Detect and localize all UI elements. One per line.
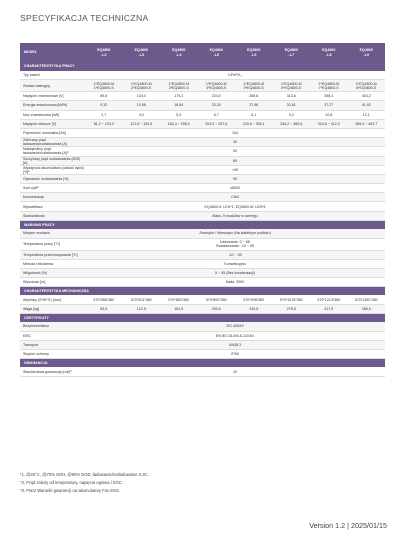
table-row bbox=[20, 147, 385, 156]
row-value: 134,4 bbox=[123, 92, 161, 101]
section-header bbox=[20, 359, 385, 368]
row-value: 570*1076*380 bbox=[273, 295, 311, 304]
section-header bbox=[20, 314, 385, 323]
row-label: Bezpieczeństwo bbox=[20, 322, 85, 331]
table-row bbox=[20, 92, 385, 101]
row-label: Standardowa gwarancja [rok]³⁾ bbox=[20, 367, 85, 376]
row-label: Szczytowy prąd rozładowania (60S) [A] bbox=[20, 156, 85, 165]
row-value: 403,2 bbox=[348, 92, 386, 101]
row-value: 10,8 bbox=[310, 110, 348, 119]
model-column-header: EQ4800 -L3 bbox=[123, 43, 161, 62]
row-value: 1*EQ4800-M 8*EQ4800-S bbox=[348, 80, 386, 92]
section-title: GWARANCJA bbox=[20, 359, 385, 368]
row-value-spanning: CAN bbox=[85, 193, 385, 202]
table-row bbox=[20, 278, 385, 287]
table-row bbox=[20, 295, 385, 304]
row-value: 1*EQ4800-M 7*EQ4800-S bbox=[310, 80, 348, 92]
row-value-spanning: IP65 bbox=[85, 350, 385, 359]
row-value-spanning: Konwekcyjna bbox=[85, 259, 385, 268]
row-value: 358,4 bbox=[310, 92, 348, 101]
table-row bbox=[20, 238, 385, 250]
row-value: 9,32 bbox=[85, 101, 123, 110]
section-title: CHARAKTERYSTYKA MECHANICZNA bbox=[20, 287, 385, 296]
row-value: 1*EQ4800-M 2*EQ4800-S bbox=[123, 80, 161, 92]
row-label: Napięcie robocze [V] bbox=[20, 119, 85, 128]
row-label: EMC bbox=[20, 331, 85, 340]
row-value: 161,5 bbox=[160, 304, 198, 313]
row-value: 1*EQ4800-M 3*EQ4800-S bbox=[160, 80, 198, 92]
model-header: MODEL bbox=[20, 43, 85, 62]
row-label: Komunikacja bbox=[20, 193, 85, 202]
row-value-spanning: Maks. 2000 bbox=[85, 278, 385, 287]
row-label: Wilgotność [%] bbox=[20, 268, 85, 277]
model-column-header: EQ4800 -L8 bbox=[310, 43, 348, 62]
row-value: 4,0 bbox=[123, 110, 161, 119]
row-label: Maksymalny prąd ładowania/rozładowania [A]¹⁾ bbox=[20, 147, 85, 156]
row-label: Soci cykl¹⁾ bbox=[20, 184, 85, 193]
row-label: Pojemność nominalna [Ah] bbox=[20, 128, 85, 137]
table-row bbox=[20, 250, 385, 259]
row-value: 162,4 ~ 206,0 bbox=[160, 119, 198, 128]
row-value-spanning: EN IEC 61000-6-1/2/3/4 bbox=[85, 331, 385, 340]
row-value: 570*1352*380 bbox=[348, 295, 386, 304]
footnotes bbox=[20, 471, 149, 495]
row-label: Wymiary (S*W*G) [mm] bbox=[20, 295, 85, 304]
version-label: Version 1.2 | 2025/01/15 bbox=[309, 521, 387, 530]
table-row bbox=[20, 110, 385, 119]
row-value: 12,1 bbox=[348, 110, 386, 119]
model-column-header: EQ4800 -L9 bbox=[348, 43, 386, 62]
table-row bbox=[20, 174, 385, 183]
table-row bbox=[20, 119, 385, 128]
model-column-header: EQ4800 -L5 bbox=[198, 43, 236, 62]
table-row bbox=[20, 229, 385, 238]
row-value: 9,4 bbox=[273, 110, 311, 119]
table-row bbox=[20, 184, 385, 193]
row-value: 356,5 bbox=[348, 304, 386, 313]
model-column-header: EQ4800 -L7 bbox=[273, 43, 311, 62]
row-label: Napięcie znamionowe [V] bbox=[20, 92, 85, 101]
table-row bbox=[20, 193, 385, 202]
row-value: 37,27 bbox=[310, 101, 348, 110]
row-value: 2,7 bbox=[85, 110, 123, 119]
row-value: 278,5 bbox=[273, 304, 311, 313]
row-label: Typ baterii bbox=[20, 71, 85, 80]
table-row bbox=[20, 165, 385, 174]
row-value-spanning: >95 bbox=[85, 165, 385, 174]
section-title: CERTYFIKATY bbox=[20, 314, 385, 323]
spec-table bbox=[20, 43, 385, 377]
row-value: 5,4 bbox=[160, 110, 198, 119]
row-value-spanning: ≥6000 bbox=[85, 184, 385, 193]
table-row bbox=[20, 202, 385, 211]
row-value: 121,8 ~ 154,5 bbox=[123, 119, 161, 128]
row-value: 23,30 bbox=[198, 101, 236, 110]
table-row bbox=[20, 341, 385, 350]
row-label: Temperatura przechowywania [°C] bbox=[20, 250, 85, 259]
row-value: 27,96 bbox=[235, 101, 273, 110]
footnote: *3, Patrz Warunki gwarancji na akumulatory Fox ESS. bbox=[20, 487, 120, 493]
row-value-spanning: 5 ~ 95 (Bez kondensacji) bbox=[85, 268, 385, 277]
model-column-header: EQ4800 -L6 bbox=[235, 43, 273, 62]
table-row bbox=[20, 156, 385, 165]
row-value: 570*1214*380 bbox=[310, 295, 348, 304]
table-row bbox=[20, 259, 385, 268]
footnote: *2, Prąd zależy od temperatury, napięcia ogniwa i SOC. bbox=[20, 479, 124, 485]
table-row bbox=[20, 211, 385, 220]
row-value: 18,64 bbox=[160, 101, 198, 110]
row-value: 1*EQ4800-M 1*EQ4800-S bbox=[85, 80, 123, 92]
section-header bbox=[20, 220, 385, 229]
row-label: Stopień ochrony bbox=[20, 350, 85, 359]
row-label: Głębokość rozładowania [%] bbox=[20, 174, 85, 183]
table-row bbox=[20, 304, 385, 313]
document-title: SPECYFIKACJA TECHNICZNA bbox=[20, 13, 149, 23]
row-value: 239,5 bbox=[235, 304, 273, 313]
table-row bbox=[20, 128, 385, 137]
row-value: 1*EQ4800-M 4*EQ4800-S bbox=[198, 80, 236, 92]
model-column-header: EQ4800 -L4 bbox=[160, 43, 198, 62]
row-value: 203,0 ~ 257,6 bbox=[198, 119, 236, 128]
row-value: 6,7 bbox=[198, 110, 236, 119]
row-value: 317,5 bbox=[310, 304, 348, 313]
row-value-spanning: 65 bbox=[85, 156, 385, 165]
section-title: CHARAKTERYSTYKA PRACY bbox=[20, 62, 385, 71]
row-value: 570*938*380 bbox=[235, 295, 273, 304]
table-row bbox=[20, 268, 385, 277]
row-value: 1*EQ4800-M 6*EQ4800-S bbox=[273, 80, 311, 92]
row-label: Temperatura pracy [°C] bbox=[20, 238, 85, 250]
row-label: Wyświetlacz bbox=[20, 202, 85, 211]
row-value-spanning: -10 ~ 35 bbox=[85, 250, 385, 259]
row-value: 41,93 bbox=[348, 101, 386, 110]
row-value: 83,5 bbox=[85, 304, 123, 313]
row-value: 32,61 bbox=[273, 101, 311, 110]
row-value-spanning: 50 bbox=[85, 147, 385, 156]
row-value: 122,5 bbox=[123, 304, 161, 313]
row-value: 284,2 ~ 360,6 bbox=[273, 119, 311, 128]
row-label: Moc znamionowa [kW] bbox=[20, 110, 85, 119]
row-label: Zestaw bateryjny bbox=[20, 80, 85, 92]
row-value-spanning: 104 bbox=[85, 128, 385, 137]
row-value: 268,8 bbox=[235, 92, 273, 101]
row-label: Waga [kg] bbox=[20, 304, 85, 313]
row-value: 179,2 bbox=[160, 92, 198, 101]
model-column-header: EQ4800 -L2 bbox=[85, 43, 123, 62]
table-header-row bbox=[20, 43, 385, 62]
table-row bbox=[20, 101, 385, 110]
row-value: 570*386*380 bbox=[85, 295, 123, 304]
row-label: Transport bbox=[20, 341, 85, 350]
row-value-spanning: Zewnętrz / Wewnątrz (Na stabilnym podłożu) bbox=[85, 229, 385, 238]
row-value-spanning: 30 bbox=[85, 138, 385, 147]
section-header bbox=[20, 287, 385, 296]
section-header bbox=[20, 62, 385, 71]
footnote: *1, @25°C, @70% SOH, @90% DOD, ładowanie/rozładowanie 0,3C. bbox=[20, 472, 149, 477]
row-value: 224,0 bbox=[198, 92, 236, 101]
row-value: 365,4 ~ 463,7 bbox=[348, 119, 386, 128]
row-value: 200,5 bbox=[198, 304, 236, 313]
table-row bbox=[20, 331, 385, 340]
row-value: 570*662*380 bbox=[160, 295, 198, 304]
table-row bbox=[20, 350, 385, 359]
row-label: Skalowalność bbox=[20, 211, 85, 220]
section-title: WARUNKI PRACY bbox=[20, 220, 385, 229]
row-label: Energia znamionowa [kWh] bbox=[20, 101, 85, 110]
row-value: 324,8 ~ 412,2 bbox=[310, 119, 348, 128]
row-value: 1*EQ4800-M 5*EQ4800-S bbox=[235, 80, 273, 92]
row-value: 81,2 ~ 103,0 bbox=[85, 119, 123, 128]
row-value-spanning: EQ4800-S: LED*1, EQ4800-M: LED*6 bbox=[85, 202, 385, 211]
row-value: 8,1 bbox=[235, 110, 273, 119]
row-label: Zalecany prąd ładowania/rozładowania [A] bbox=[20, 138, 85, 147]
row-label: Miejsce montażu bbox=[20, 229, 85, 238]
row-value-spanning: IEC 62619 bbox=[85, 322, 385, 331]
table-row bbox=[20, 138, 385, 147]
row-label: Wydajność akumulatora (całość cyklu) [%]¹⁾ bbox=[20, 165, 85, 174]
row-value-spanning: 90 bbox=[85, 174, 385, 183]
table-row bbox=[20, 71, 385, 80]
row-value-spanning: Maks. 9 modułów w szeregu bbox=[85, 211, 385, 220]
row-value: 570*800*380 bbox=[198, 295, 236, 304]
row-value: 89,6 bbox=[85, 92, 123, 101]
row-label: Metoda chłodzenia bbox=[20, 259, 85, 268]
row-value-spanning: LiFePO₄ bbox=[85, 71, 385, 80]
table-row bbox=[20, 367, 385, 376]
row-value: 243,6 ~ 309,1 bbox=[235, 119, 273, 128]
table-row bbox=[20, 80, 385, 92]
row-label: Wysokość [m] bbox=[20, 278, 85, 287]
row-value: 313,6 bbox=[273, 92, 311, 101]
row-value: 570*524*380 bbox=[123, 295, 161, 304]
table-row bbox=[20, 322, 385, 331]
row-value-spanning: Ładowanie: 0 ~ 55 Rozładowanie: -10 ~ 55 bbox=[85, 238, 385, 250]
row-value-spanning: 10 bbox=[85, 367, 385, 376]
row-value-spanning: UN38.3 bbox=[85, 341, 385, 350]
row-value: 13,98 bbox=[123, 101, 161, 110]
